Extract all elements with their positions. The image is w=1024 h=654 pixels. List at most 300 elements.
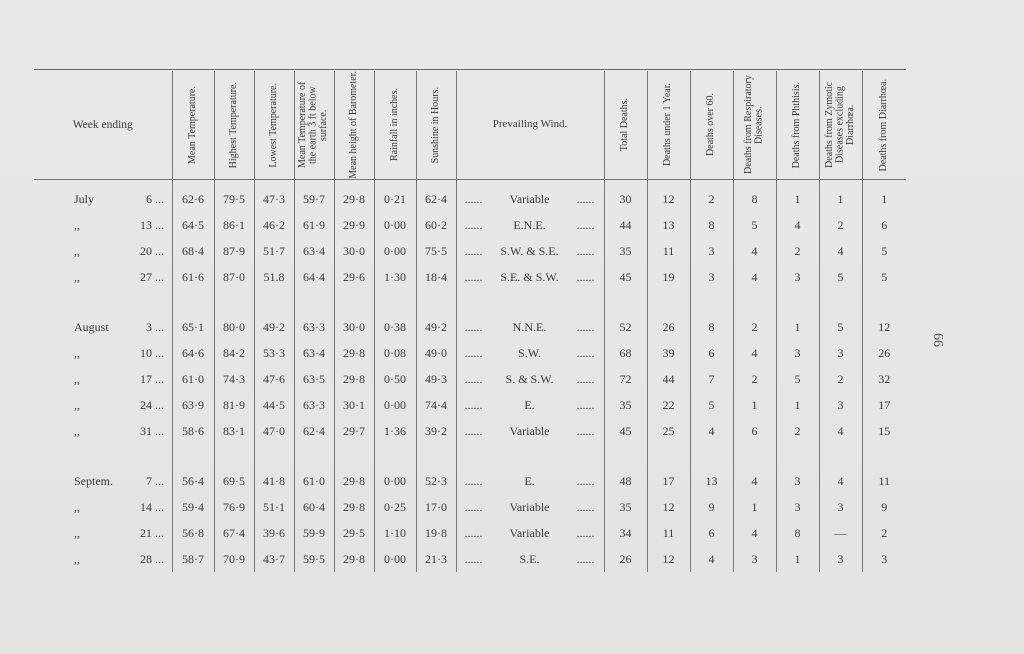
col-header-respiratory: Deaths from Respiratory Diseases. xyxy=(733,71,776,180)
cell-diar: 6 xyxy=(862,212,906,238)
wind-value: E. xyxy=(524,397,535,412)
week-day: 31 xyxy=(140,423,152,438)
cell-earth: 61·0 xyxy=(294,468,334,494)
page-number: 66 xyxy=(930,333,945,347)
week-day: 17 xyxy=(140,371,152,386)
cell-resp: 2 xyxy=(733,314,776,340)
leader-dots: ...... xyxy=(464,319,486,334)
leader-dots: ... xyxy=(152,345,164,360)
cell-high: 67·4 xyxy=(214,520,254,546)
cell-zym: 4 xyxy=(819,418,862,444)
week-month: ,, xyxy=(74,423,80,438)
cell-total: 35 xyxy=(604,494,647,520)
cell-earth: 60·4 xyxy=(294,494,334,520)
cell-resp: 5 xyxy=(733,212,776,238)
week-month: ,, xyxy=(74,397,80,412)
week-cell xyxy=(34,468,172,494)
leader-dots: ...... xyxy=(573,473,595,488)
col-header-total-deaths: Total Deaths. xyxy=(604,71,647,180)
cell-diar: 1 xyxy=(862,180,906,213)
table-row xyxy=(34,418,906,444)
leader-dots: ...... xyxy=(573,345,595,360)
leader-dots: ...... xyxy=(464,473,486,488)
cell-rain: 0·00 xyxy=(374,212,416,238)
leader-dots: ... xyxy=(152,551,164,566)
week-month: ,, xyxy=(74,345,80,360)
cell-resp: 4 xyxy=(733,520,776,546)
wind-value: E. xyxy=(524,473,535,488)
cell-phth: 4 xyxy=(776,212,819,238)
cell-low: 41·8 xyxy=(254,468,294,494)
col-header-sunshine: Sunshine in Hours. xyxy=(416,71,456,180)
group-spacer xyxy=(34,290,906,314)
cell-under1: 44 xyxy=(647,366,690,392)
table-row xyxy=(34,238,906,264)
week-month: ,, xyxy=(74,499,80,514)
week-day: 13 xyxy=(140,217,152,232)
cell-low: 49·2 xyxy=(254,314,294,340)
cell-total: 68 xyxy=(604,340,647,366)
table-row xyxy=(34,180,906,213)
table-row xyxy=(34,520,906,546)
cell-total: 30 xyxy=(604,180,647,213)
cell-zym: 3 xyxy=(819,546,862,572)
cell-mean: 59·4 xyxy=(172,494,214,520)
cell-zym: 3 xyxy=(819,494,862,520)
cell-total: 35 xyxy=(604,392,647,418)
cell-diar: 9 xyxy=(862,494,906,520)
cell-mean: 58·7 xyxy=(172,546,214,572)
cell-under1: 17 xyxy=(647,468,690,494)
cell-over60: 7 xyxy=(690,366,733,392)
cell-zym: 2 xyxy=(819,366,862,392)
cell-diar: 15 xyxy=(862,418,906,444)
cell-over60: 6 xyxy=(690,520,733,546)
cell-under1: 13 xyxy=(647,212,690,238)
cell-sun: 49·2 xyxy=(416,314,456,340)
cell-phth: 3 xyxy=(776,494,819,520)
wind-value: Variable xyxy=(509,423,550,438)
cell-sun: 17·0 xyxy=(416,494,456,520)
col-header-wind: Prevailing Wind. xyxy=(456,71,604,180)
cell-baro: 29·5 xyxy=(334,520,374,546)
leader-dots: ...... xyxy=(464,525,486,540)
leader-dots: ...... xyxy=(573,397,595,412)
cell-sun: 62·4 xyxy=(416,180,456,213)
leader-dots: ... xyxy=(152,423,164,438)
cell-low: 47·3 xyxy=(254,180,294,213)
cell-zym: 4 xyxy=(819,468,862,494)
cell-wind xyxy=(456,392,604,418)
leader-dots: ...... xyxy=(464,217,486,232)
cell-high: 80·0 xyxy=(214,314,254,340)
cell-zym: 2 xyxy=(819,212,862,238)
table-row xyxy=(34,314,906,340)
leader-dots: ...... xyxy=(464,551,486,566)
cell-baro: 29·8 xyxy=(334,546,374,572)
cell-baro: 29·8 xyxy=(334,180,374,213)
wind-value: S.W. xyxy=(518,345,541,360)
cell-rain: 0·00 xyxy=(374,238,416,264)
cell-wind xyxy=(456,546,604,572)
cell-earth: 59·5 xyxy=(294,546,334,572)
col-header-week: Week ending xyxy=(34,71,172,180)
cell-high: 70·9 xyxy=(214,546,254,572)
week-cell xyxy=(34,366,172,392)
cell-rain: 0·00 xyxy=(374,546,416,572)
cell-phth: 8 xyxy=(776,520,819,546)
cell-low: 53·3 xyxy=(254,340,294,366)
cell-high: 86·1 xyxy=(214,212,254,238)
leader-dots: ...... xyxy=(573,423,595,438)
cell-earth: 62·4 xyxy=(294,418,334,444)
cell-baro: 29·8 xyxy=(334,366,374,392)
col-header-zymotic: Deaths from Zymotic Diseases excluding Diarrhœa. xyxy=(819,71,862,180)
cell-diar: 12 xyxy=(862,314,906,340)
cell-zym: 5 xyxy=(819,264,862,290)
table-row xyxy=(34,340,906,366)
cell-phth: 1 xyxy=(776,546,819,572)
cell-wind xyxy=(456,366,604,392)
cell-resp: 1 xyxy=(733,392,776,418)
leader-dots: ...... xyxy=(464,423,486,438)
leader-dots: ...... xyxy=(573,371,595,386)
week-cell xyxy=(34,180,172,213)
col-header-over-60: Deaths over 60. xyxy=(690,71,733,180)
wind-value: Variable xyxy=(509,499,550,514)
cell-total: 35 xyxy=(604,238,647,264)
cell-low: 51.8 xyxy=(254,264,294,290)
cell-resp: 4 xyxy=(733,238,776,264)
cell-sun: 60·2 xyxy=(416,212,456,238)
week-cell xyxy=(34,212,172,238)
group-spacer xyxy=(34,444,906,468)
cell-zym: 3 xyxy=(819,392,862,418)
cell-rain: 1·10 xyxy=(374,520,416,546)
cell-sun: 49·3 xyxy=(416,366,456,392)
cell-phth: 3 xyxy=(776,468,819,494)
week-cell xyxy=(34,494,172,520)
week-day: 14 xyxy=(140,499,152,514)
week-cell xyxy=(34,418,172,444)
cell-mean: 63·9 xyxy=(172,392,214,418)
cell-wind xyxy=(456,468,604,494)
cell-rain: 1·36 xyxy=(374,418,416,444)
wind-value: Variable xyxy=(509,191,550,206)
cell-earth: 63·3 xyxy=(294,392,334,418)
cell-earth: 63·5 xyxy=(294,366,334,392)
cell-resp: 6 xyxy=(733,418,776,444)
cell-mean: 56·4 xyxy=(172,468,214,494)
cell-over60: 13 xyxy=(690,468,733,494)
cell-rain: 1·30 xyxy=(374,264,416,290)
wind-value: S.E. & S.W. xyxy=(500,269,559,284)
cell-low: 44·5 xyxy=(254,392,294,418)
wind-value: S.E. xyxy=(519,551,540,566)
cell-diar: 26 xyxy=(862,340,906,366)
week-month: July xyxy=(74,191,95,206)
cell-phth: 1 xyxy=(776,314,819,340)
week-cell xyxy=(34,546,172,572)
week-cell xyxy=(34,238,172,264)
leader-dots: ...... xyxy=(464,371,486,386)
col-header-earth-temp: Mean Temperature of the earth 3 ft below surface. xyxy=(294,71,334,180)
cell-diar: 11 xyxy=(862,468,906,494)
leader-dots: ...... xyxy=(573,319,595,334)
wind-value: S.W. & S.E. xyxy=(500,243,559,258)
leader-dots: ...... xyxy=(464,499,486,514)
cell-under1: 12 xyxy=(647,180,690,213)
table-top-rule xyxy=(34,69,906,70)
wind-value: Variable xyxy=(509,525,550,540)
cell-rain: 0·25 xyxy=(374,494,416,520)
wind-value: N.N.E. xyxy=(512,319,547,334)
cell-mean: 56·8 xyxy=(172,520,214,546)
week-day: 3 xyxy=(146,319,152,334)
week-month: ,, xyxy=(74,243,80,258)
col-header-rainfall: Rainfall in inches. xyxy=(374,71,416,180)
cell-total: 45 xyxy=(604,264,647,290)
cell-wind xyxy=(456,314,604,340)
week-month: August xyxy=(74,319,109,334)
cell-resp: 8 xyxy=(733,180,776,213)
cell-high: 69·5 xyxy=(214,468,254,494)
cell-resp: 4 xyxy=(733,340,776,366)
cell-phth: 5 xyxy=(776,366,819,392)
week-day: 6 xyxy=(146,191,152,206)
cell-under1: 11 xyxy=(647,520,690,546)
cell-total: 34 xyxy=(604,520,647,546)
leader-dots: ...... xyxy=(573,217,595,232)
leader-dots: ... xyxy=(152,217,164,232)
cell-earth: 63·4 xyxy=(294,238,334,264)
wind-value: E.N.E. xyxy=(513,217,546,232)
cell-wind xyxy=(456,494,604,520)
cell-mean: 62·6 xyxy=(172,180,214,213)
leader-dots: ...... xyxy=(464,191,486,206)
col-header-mean-temp: Mean Temperature. xyxy=(172,71,214,180)
week-day: 27 xyxy=(140,269,152,284)
cell-phth: 3 xyxy=(776,340,819,366)
week-month: ,, xyxy=(74,371,80,386)
cell-baro: 29·9 xyxy=(334,212,374,238)
cell-resp: 1 xyxy=(733,494,776,520)
cell-resp: 4 xyxy=(733,264,776,290)
cell-sun: 19·8 xyxy=(416,520,456,546)
cell-rain: 0·00 xyxy=(374,468,416,494)
cell-total: 26 xyxy=(604,546,647,572)
leader-dots: ... xyxy=(152,525,164,540)
cell-resp: 4 xyxy=(733,468,776,494)
cell-under1: 19 xyxy=(647,264,690,290)
weather-mortality-table xyxy=(34,71,906,572)
cell-total: 48 xyxy=(604,468,647,494)
cell-zym: 4 xyxy=(819,238,862,264)
cell-over60: 5 xyxy=(690,392,733,418)
cell-under1: 11 xyxy=(647,238,690,264)
cell-diar: 5 xyxy=(862,264,906,290)
wind-value: S. & S.W. xyxy=(505,371,554,386)
header-row xyxy=(34,71,906,180)
cell-earth: 61·9 xyxy=(294,212,334,238)
cell-rain: 0·00 xyxy=(374,392,416,418)
table-row xyxy=(34,546,906,572)
cell-over60: 6 xyxy=(690,340,733,366)
cell-diar: 32 xyxy=(862,366,906,392)
cell-over60: 4 xyxy=(690,546,733,572)
cell-low: 46·2 xyxy=(254,212,294,238)
cell-baro: 29·8 xyxy=(334,494,374,520)
cell-high: 76·9 xyxy=(214,494,254,520)
cell-total: 72 xyxy=(604,366,647,392)
cell-phth: 2 xyxy=(776,418,819,444)
cell-mean: 61·0 xyxy=(172,366,214,392)
cell-mean: 64·5 xyxy=(172,212,214,238)
cell-wind xyxy=(456,264,604,290)
week-cell xyxy=(34,314,172,340)
leader-dots: ...... xyxy=(573,525,595,540)
leader-dots: ... xyxy=(152,371,164,386)
cell-sun: 18·4 xyxy=(416,264,456,290)
cell-under1: 25 xyxy=(647,418,690,444)
leader-dots: ... xyxy=(152,499,164,514)
cell-high: 81·9 xyxy=(214,392,254,418)
cell-diar: 2 xyxy=(862,520,906,546)
leader-dots: ...... xyxy=(573,551,595,566)
week-day: 24 xyxy=(140,397,152,412)
col-header-barometer: Mean height of Barometer. xyxy=(334,71,374,180)
cell-earth: 63·3 xyxy=(294,314,334,340)
cell-resp: 3 xyxy=(733,546,776,572)
col-header-phthisis: Deaths from Phthisis. xyxy=(776,71,819,180)
cell-baro: 29·8 xyxy=(334,468,374,494)
cell-rain: 0·38 xyxy=(374,314,416,340)
cell-wind xyxy=(456,238,604,264)
cell-baro: 30·1 xyxy=(334,392,374,418)
leader-dots: ...... xyxy=(464,269,486,284)
cell-high: 79·5 xyxy=(214,180,254,213)
cell-phth: 2 xyxy=(776,238,819,264)
cell-low: 51·1 xyxy=(254,494,294,520)
cell-over60: 8 xyxy=(690,212,733,238)
week-day: 10 xyxy=(140,345,152,360)
cell-baro: 29·6 xyxy=(334,264,374,290)
cell-over60: 2 xyxy=(690,180,733,213)
cell-under1: 26 xyxy=(647,314,690,340)
cell-high: 87·9 xyxy=(214,238,254,264)
cell-sun: 74·4 xyxy=(416,392,456,418)
cell-over60: 8 xyxy=(690,314,733,340)
cell-diar: 17 xyxy=(862,392,906,418)
cell-mean: 64·6 xyxy=(172,340,214,366)
cell-under1: 12 xyxy=(647,494,690,520)
leader-dots: ...... xyxy=(464,397,486,412)
cell-rain: 0·08 xyxy=(374,340,416,366)
cell-zym: — xyxy=(819,520,862,546)
cell-low: 51·7 xyxy=(254,238,294,264)
cell-sun: 52·3 xyxy=(416,468,456,494)
cell-wind xyxy=(456,212,604,238)
cell-over60: 9 xyxy=(690,494,733,520)
cell-mean: 68·4 xyxy=(172,238,214,264)
cell-high: 84·2 xyxy=(214,340,254,366)
leader-dots: ... xyxy=(152,473,164,488)
cell-low: 43·7 xyxy=(254,546,294,572)
cell-baro: 30·0 xyxy=(334,314,374,340)
week-cell xyxy=(34,340,172,366)
cell-over60: 3 xyxy=(690,264,733,290)
table-row xyxy=(34,212,906,238)
cell-total: 52 xyxy=(604,314,647,340)
leader-dots: ...... xyxy=(573,191,595,206)
cell-wind xyxy=(456,180,604,213)
week-month: Septem. xyxy=(74,473,113,488)
cell-earth: 63·4 xyxy=(294,340,334,366)
cell-zym: 3 xyxy=(819,340,862,366)
week-month: ,, xyxy=(74,525,80,540)
leader-dots: ...... xyxy=(464,243,486,258)
leader-dots: ... xyxy=(152,191,164,206)
cell-mean: 58·6 xyxy=(172,418,214,444)
cell-wind xyxy=(456,520,604,546)
cell-wind xyxy=(456,340,604,366)
cell-sun: 75·5 xyxy=(416,238,456,264)
cell-under1: 22 xyxy=(647,392,690,418)
leader-dots: ...... xyxy=(573,269,595,284)
cell-diar: 3 xyxy=(862,546,906,572)
table-row xyxy=(34,264,906,290)
cell-zym: 1 xyxy=(819,180,862,213)
table-row xyxy=(34,392,906,418)
leader-dots: ... xyxy=(152,319,164,334)
cell-earth: 59·9 xyxy=(294,520,334,546)
col-header-diarrhoea: Deaths from Diarrhœa. xyxy=(862,71,906,180)
leader-dots: ...... xyxy=(573,243,595,258)
cell-baro: 30·0 xyxy=(334,238,374,264)
col-header-high-temp: Highest Temperature. xyxy=(214,71,254,180)
table-body xyxy=(34,180,906,573)
table-row xyxy=(34,494,906,520)
table-row xyxy=(34,366,906,392)
cell-mean: 61·6 xyxy=(172,264,214,290)
table-row xyxy=(34,468,906,494)
cell-baro: 29·7 xyxy=(334,418,374,444)
col-header-under-1: Deaths under 1 Year. xyxy=(647,71,690,180)
cell-sun: 49·0 xyxy=(416,340,456,366)
cell-wind xyxy=(456,418,604,444)
week-cell xyxy=(34,520,172,546)
cell-resp: 2 xyxy=(733,366,776,392)
cell-diar: 5 xyxy=(862,238,906,264)
cell-under1: 39 xyxy=(647,340,690,366)
cell-under1: 12 xyxy=(647,546,690,572)
week-cell xyxy=(34,392,172,418)
cell-total: 44 xyxy=(604,212,647,238)
cell-total: 45 xyxy=(604,418,647,444)
cell-zym: 5 xyxy=(819,314,862,340)
cell-rain: 0·50 xyxy=(374,366,416,392)
cell-high: 74·3 xyxy=(214,366,254,392)
leader-dots: ...... xyxy=(464,345,486,360)
cell-over60: 3 xyxy=(690,238,733,264)
cell-high: 83·1 xyxy=(214,418,254,444)
week-day: 28 xyxy=(140,551,152,566)
week-day: 21 xyxy=(140,525,152,540)
week-cell xyxy=(34,264,172,290)
week-day: 20 xyxy=(140,243,152,258)
week-month: ,, xyxy=(74,217,80,232)
cell-earth: 59·7 xyxy=(294,180,334,213)
